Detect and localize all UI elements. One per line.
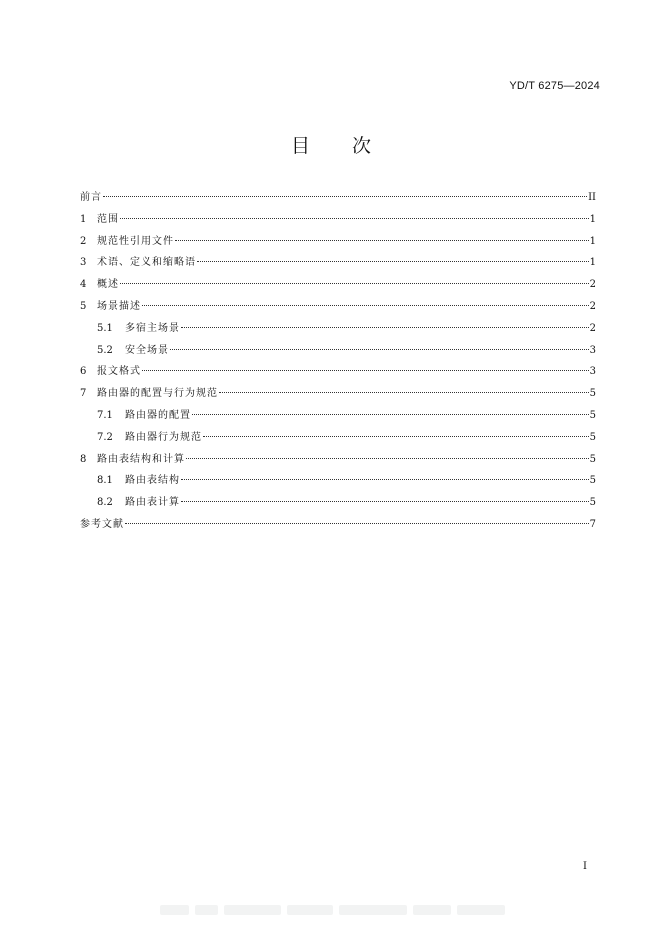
toc-entry-page: 5 [589,409,596,421]
toc-entry[interactable] [80,361,596,383]
toc-entry-page: 3 [589,344,596,356]
toc-entry-title: 概述 [97,279,119,291]
toc-entry-title: 路由器的配置与行为规范 [97,388,218,400]
toc-entry-title: 前言 [80,192,102,203]
toc-dot-leader [181,327,589,328]
toc-entry[interactable] [80,274,596,296]
toc-entry-number: 5 [80,300,87,312]
toc-entry-page: 1 [589,235,596,247]
toc-entry-title: 安全场景 [125,344,169,356]
toc-dot-leader [181,479,589,480]
toc-entry-number: 5.2 [97,344,113,356]
toc-dot-leader [103,196,587,197]
toc-dot-leader [120,283,589,284]
toc-entry-page: 5 [589,475,596,487]
title-char-right: 次 [352,135,372,157]
toc-entry[interactable] [80,252,596,274]
toc-entry[interactable] [80,318,596,340]
toc-dot-leader [170,349,589,350]
toc-entry-title: 路由器行为规范 [125,431,202,443]
toc-entry-number: 7.1 [97,409,113,421]
toc-entry-title: 路由表计算 [125,497,180,509]
toc-entry-title: 路由表结构和计算 [97,453,185,465]
document-number: YD/T 6275—2024 [509,80,600,92]
page-title [0,131,662,158]
toc-entry[interactable] [80,449,596,471]
toc-entry-number: 8.2 [97,497,113,509]
toc-dot-leader [203,436,589,437]
toc-entry-title: 路由器的配置 [125,409,191,421]
toc-entry-number: 3 [80,257,87,269]
toc-entry-title: 术语、定义和缩略语 [97,257,196,269]
toc-entry-page: 2 [589,279,596,291]
toc-entry[interactable] [80,470,596,492]
toc-entry-title: 范围 [97,213,119,225]
toc-entry[interactable] [80,231,596,253]
toc-entry-page: 5 [589,497,596,509]
toc-entry[interactable] [80,209,596,231]
toc-entry-number: 1 [80,213,87,225]
toc-entry-number: 7.2 [97,431,113,443]
toc-entry[interactable] [80,492,596,514]
toc-entry-page: 1 [589,257,596,269]
toc-entry-number: 7 [80,388,87,400]
table-of-contents [80,187,596,536]
toc-entry-page: 1 [589,213,596,225]
toc-entry[interactable] [80,514,596,536]
toc-entry-title: 场景描述 [97,300,141,312]
title-char-left: 目 [290,135,310,157]
toc-dot-leader [175,240,589,241]
toc-entry[interactable] [80,187,596,209]
toc-entry-page: II [588,192,596,203]
toc-entry-page: 5 [589,453,596,465]
toc-entry-number: 2 [80,235,87,247]
toc-entry[interactable] [80,340,596,362]
toc-entry-title: 参考文献 [80,518,124,530]
toc-dot-leader [125,523,589,524]
toc-dot-leader [142,370,589,371]
toc-dot-leader [120,218,589,219]
toc-entry-number: 5.1 [97,322,113,334]
toc-entry-title: 规范性引用文件 [97,235,174,247]
toc-entry[interactable] [80,383,596,405]
toc-entry-number: 4 [80,279,87,291]
toc-dot-leader [181,501,589,502]
page-number: I [583,861,587,872]
toc-entry-title: 多宿主场景 [125,322,180,334]
toc-entry[interactable] [80,405,596,427]
toc-entry-title: 路由表结构 [125,475,180,487]
toc-entry-page: 3 [589,366,596,378]
toc-dot-leader [219,392,589,393]
toc-dot-leader [197,261,589,262]
toc-entry-page: 7 [589,518,596,530]
toc-entry-page: 2 [589,300,596,312]
toc-entry-page: 5 [589,431,596,443]
toc-entry[interactable] [80,427,596,449]
toc-entry-page: 5 [589,388,596,400]
toc-entry-number: 6 [80,366,87,378]
toc-dot-leader [192,414,589,415]
toc-dot-leader [186,458,589,459]
toc-dot-leader [142,305,589,306]
toc-entry-number: 8.1 [97,475,113,487]
toc-entry-page: 2 [589,322,596,334]
toc-entry-number: 8 [80,453,87,465]
footer-watermark [160,905,505,921]
toc-entry-title: 报文格式 [97,366,141,378]
toc-entry[interactable] [80,296,596,318]
